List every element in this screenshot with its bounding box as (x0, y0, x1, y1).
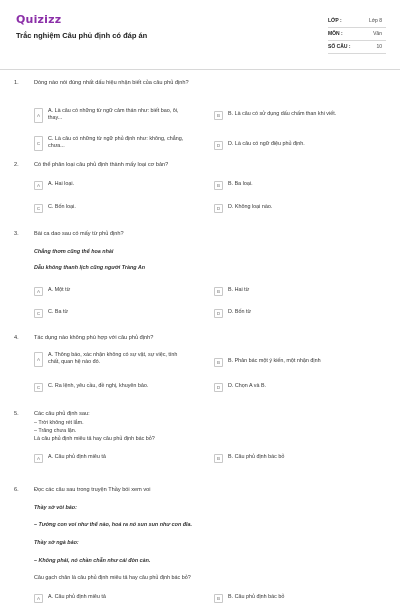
option-text: C. Là câu có những từ ngữ phủ định như: không, chẳng, chưa... (48, 136, 184, 149)
option-letter-box: C (34, 204, 43, 213)
question-prompt: Là câu phủ định miêu tả hay câu phủ định bác bỏ? (34, 436, 155, 442)
poem-line: Dẫu không thanh lịch cũng người Tràng An (34, 265, 146, 271)
option-letter-box: D (214, 204, 223, 213)
question-text: Các câu phủ định sau: (34, 411, 90, 417)
question-number: 3. (14, 231, 19, 237)
story-line: Thầy sờ vòi bảo: (34, 505, 77, 511)
option-letter-box: A (34, 108, 43, 123)
option-b[interactable] (214, 181, 368, 190)
option-letter-box: D (214, 383, 223, 392)
option-a[interactable] (34, 454, 188, 463)
option-letter-box: C (34, 309, 43, 318)
option-letter-box: B (214, 287, 223, 296)
option-letter-box: C (34, 136, 43, 151)
option-text: C. Bốn loại. (48, 204, 76, 210)
meta-value: Văn (373, 31, 382, 37)
option-letter-box: B (214, 111, 223, 120)
option-text: A. Là câu có những từ ngữ cảm thán như: biết bao, ôi, thay... (48, 108, 179, 121)
option-b[interactable] (214, 594, 368, 603)
option-text: A. Hai loại. (48, 181, 75, 187)
option-text: D. Bốn từ (228, 309, 252, 315)
meta-value: Lớp 8 (368, 18, 382, 24)
meta-label: MÔN : (328, 31, 343, 37)
option-a[interactable] (34, 287, 188, 296)
option-text: B. Hai từ (228, 287, 250, 293)
option-text: B. Câu phủ định bác bỏ (228, 594, 285, 600)
option-text: A. Câu phủ định miêu tả (48, 454, 106, 460)
option-c[interactable] (34, 136, 188, 151)
option-a[interactable] (34, 352, 188, 367)
option-c[interactable] (34, 309, 188, 318)
option-letter-box: A (34, 454, 43, 463)
option-text: A. Một từ (48, 287, 71, 293)
story-line: – Tưởng con voi như thế nào, hoá ra nó sun sun như con đỉa. (34, 522, 193, 528)
option-c[interactable] (34, 383, 188, 392)
option-a[interactable] (34, 181, 188, 190)
option-letter-box: A (34, 594, 43, 603)
example-line: – Trời không rét lắm. (34, 420, 84, 426)
question-number: 4. (14, 335, 19, 341)
question-number: 5. (14, 411, 19, 417)
option-d[interactable] (214, 309, 368, 318)
option-letter-box: B (214, 454, 223, 463)
option-b[interactable] (214, 111, 388, 120)
option-letter-box: A (34, 352, 43, 367)
poem-line: Chẳng thơm cũng thể hoa nhài (34, 249, 114, 255)
option-a[interactable] (34, 594, 188, 603)
meta-label: LỚP : (328, 18, 342, 24)
option-letter-box: B (214, 594, 223, 603)
option-letter-box: D (214, 141, 223, 150)
option-text: C. Ra lệnh, yêu cầu, đề nghị, khuyên bảo. (48, 383, 149, 389)
page-header (0, 0, 400, 70)
example-line: – Trăng chưa lặn. (34, 428, 77, 434)
meta-value: 10 (376, 44, 382, 50)
option-b[interactable] (214, 358, 368, 367)
option-text: A. Thông báo, xác nhận không có sự vật, sự việc, tính chất, quan hệ nào đó. (48, 352, 178, 365)
option-d[interactable] (214, 383, 368, 392)
question-number: 2. (14, 162, 19, 168)
option-letter-box: C (34, 383, 43, 392)
option-d[interactable] (214, 204, 368, 213)
question-number: 1. (14, 80, 19, 86)
option-letter-box: B (214, 358, 223, 367)
option-text: C. Ba từ (48, 309, 69, 315)
option-text: D. Chọn A và B. (228, 383, 267, 389)
question-text: Bài ca dao sau có mấy từ phủ định? (34, 231, 124, 237)
option-c[interactable] (34, 204, 188, 213)
option-text: B. Câu phủ định bác bỏ (228, 454, 285, 460)
story-line: – Không phải, nó chần chẫn như cái đòn càn. (34, 558, 151, 564)
question-prompt: Câu gạch chân là câu phủ định miêu tả hay câu phủ định bác bỏ? (34, 575, 191, 581)
option-letter-box: A (34, 181, 43, 190)
option-letter-box: B (214, 181, 223, 190)
option-d[interactable] (214, 141, 368, 150)
option-a[interactable] (34, 108, 188, 123)
option-text: D. Không loại nào. (228, 204, 273, 210)
meta-row-subject (328, 28, 386, 41)
option-text: A. Câu phủ định miêu tả (48, 594, 106, 600)
meta-box (328, 15, 386, 54)
option-letter-box: A (34, 287, 43, 296)
question-text: Có thể phân loại câu phủ định thành mấy loại cơ bản? (34, 162, 169, 168)
option-text: B. Là câu có sử dụng dấu chấm than khi viết. (228, 111, 337, 117)
question-number: 6. (14, 487, 19, 493)
story-line: Thầy sờ ngà bảo: (34, 540, 79, 546)
meta-row-class (328, 15, 386, 28)
question-text: Đọc các câu sau trong truyện Thầy bói xem voi (34, 487, 151, 493)
meta-label: SỐ CÂU : (328, 44, 351, 50)
question-text: Dòng nào nói đúng nhất dấu hiệu nhận biết của câu phủ định? (34, 80, 189, 86)
page-title: Trắc nghiệm Câu phủ định có đáp án (16, 31, 148, 40)
quizizz-logo: Quizizz (16, 13, 62, 26)
option-letter-box: D (214, 309, 223, 318)
meta-row-count (328, 41, 386, 54)
option-text: B. Phản bác một ý kiến, một nhận định (228, 358, 321, 364)
question-text: Tác dụng nào không phù hợp với câu phủ định? (34, 335, 154, 341)
option-text: B. Ba loại. (228, 181, 253, 187)
option-text: D. Là câu có ngữ điệu phủ định. (228, 141, 305, 147)
option-b[interactable] (214, 454, 368, 463)
option-b[interactable] (214, 287, 368, 296)
